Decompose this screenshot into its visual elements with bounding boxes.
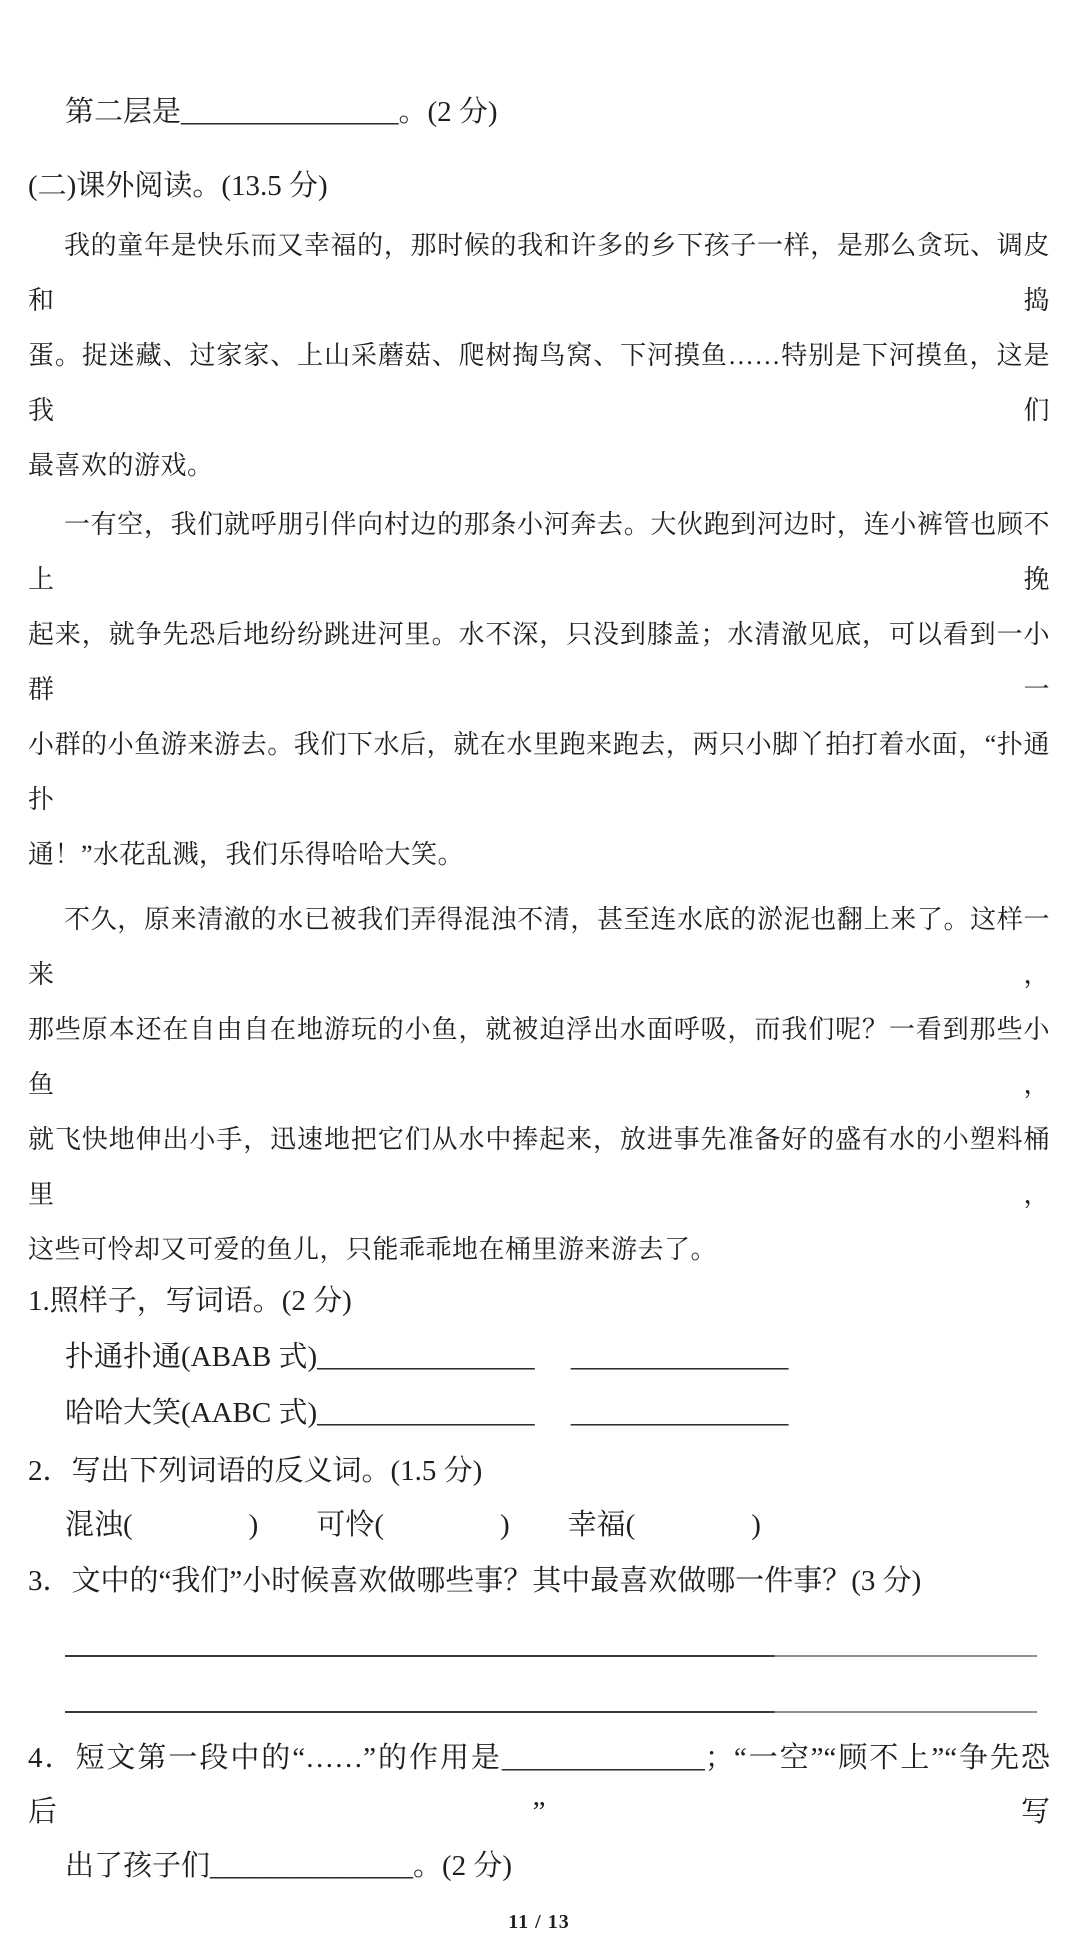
answer-line-2 <box>65 1711 1037 1713</box>
page-number: 11 / 13 <box>508 1911 570 1933</box>
question-1-item-aabc: 哈哈大笑(AABC 式)_______________ _______________ <box>65 1397 789 1429</box>
passage-line: 最喜欢的游戏。 <box>28 451 214 480</box>
passage-line: 小群的小鱼游来游去。我们下水后，就在水里跑来跑去，两只小脚丫拍打着水面，“扑通扑 <box>28 730 1050 814</box>
question-3-stem: 3．文中的“我们”小时候喜欢做哪些事？其中最喜欢做哪一件事？(3 分) <box>28 1565 922 1597</box>
passage-line: 这些可怜却又可爱的鱼儿，只能乖乖地在桶里游来游去了。 <box>28 1235 718 1264</box>
passage-line: 起来，就争先恐后地纷纷跳进河里。水不深，只没到膝盖；水清澈见底，可以看到一小群一 <box>28 620 1050 704</box>
fill-in-question-line: 第二层是_______________。(2 分) <box>65 96 498 128</box>
question-2-stem: 2．写出下列词语的反义词。(1.5 分) <box>28 1455 483 1487</box>
passage-paragraph-3 <box>28 892 1050 1277</box>
passage-line: 不久，原来清澈的水已被我们弄得混浊不清，甚至连水底的淤泥也翻上来了。这样一来， <box>28 905 1050 989</box>
question-2-antonym-row: 混浊( ) 可怜( ) 幸福( ) <box>65 1509 761 1541</box>
passage-line: 那些原本还在自由自在地游玩的小鱼，就被迫浮出水面呼吸，而我们呢？一看到那些小鱼， <box>28 1015 1050 1099</box>
question-4-line-2: 出了孩子们______________。(2 分) <box>65 1850 513 1882</box>
passage-line: 通！”水花乱溅，我们乐得哈哈大笑。 <box>28 840 465 869</box>
section-heading: (二)课外阅读。(13.5 分) <box>28 170 328 202</box>
passage-paragraph-1 <box>28 218 1050 493</box>
answer-line-1 <box>65 1655 1037 1657</box>
passage-line: 我的童年是快乐而又幸福的，那时候的我和许多的乡下孩子一样，是那么贪玩、调皮和捣 <box>28 231 1050 315</box>
passage-paragraph-2 <box>28 497 1050 882</box>
passage-line: 就飞快地伸出小手，迅速地把它们从水中捧起来，放进事先准备好的盛有水的小塑料桶里， <box>28 1125 1050 1209</box>
question-1-stem: 1.照样子，写词语。(2 分) <box>28 1285 352 1317</box>
passage-line: 蛋。捉迷藏、过家家、上山采蘑菇、爬树掏鸟窝、下河摸鱼……特别是下河摸鱼，这是我们 <box>28 341 1050 425</box>
question-4-line-1: 4．短文第一段中的“……”的作用是______________；“一空”“顾不上”“争先恐后”写 <box>28 1742 1050 1828</box>
passage-line: 一有空，我们就呼朋引伴向村边的那条小河奔去。大伙跑到河边时，连小裤管也顾不上挽 <box>28 510 1050 594</box>
reading-passage <box>28 218 1050 1277</box>
question-1-item-abab: 扑通扑通(ABAB 式)_______________ _______________ <box>65 1341 789 1373</box>
